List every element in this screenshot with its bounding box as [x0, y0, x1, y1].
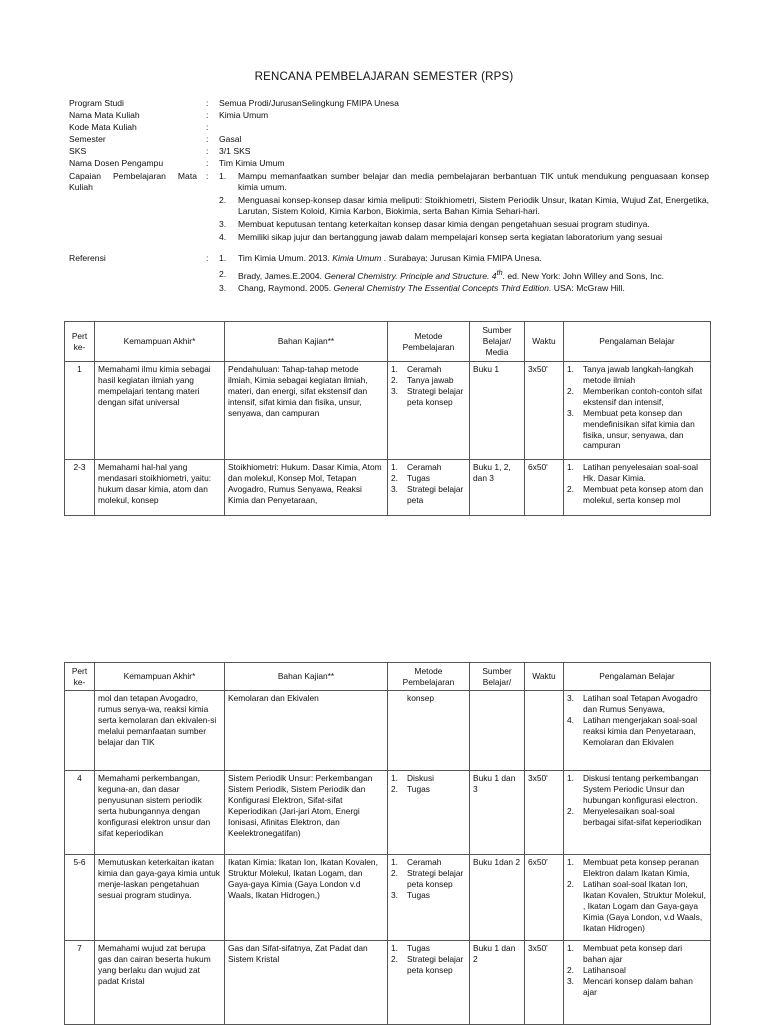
cell-bahan: Ikatan Kimia: Ikatan Ion, Ikatan Kovalen, Struktur Molekul, Ikatan Logam, dan Gaya-gaya Kimia (Gaya London v.d Waals, Ikatan Hidrogen,)	[225, 855, 388, 941]
cell-pert: 5-6	[65, 855, 95, 941]
cell-pengalaman: 1. Membuat peta konsep peranan Elektron dalam Ikatan Kimia, 2. Latihan soal-soal Ikatan Ion, Ikatan Kovalen, Struktur Molekul, , Ikatan Logam dan Gaya-gaya Kimia (Gaya London, v.d Waals, Ikatan Hidrogen)	[564, 855, 711, 941]
cell-metode: konsep	[388, 691, 470, 771]
cell-bahan: Sistem Periodik Unsur: Perkembangan Sistem Periodik, Sistem Periodik dan Konfigurasi Elektron, Sifat-sifat Keperiodikan (Jari-jari Atom, Energi Ionisasi, Afinitas Elektron, dan Keelektronegatifan)	[225, 771, 388, 855]
referensi-item: 1. Tim Kimia Umum. 2013. Kimia Umum . Surabaya: Jurusan Kimia FMIPA Unesa.	[219, 253, 542, 263]
info-value: Semua Prodi/JurusanSelingkung FMIPA Unesa	[219, 98, 399, 108]
info-colon: :	[206, 171, 209, 181]
cell-pert: 4	[65, 771, 95, 855]
cell-pert: 2-3	[65, 460, 95, 516]
cell-metode: 1. Diskusi 2. Tugas	[388, 771, 470, 855]
cell-pengalaman: 1. Membuat peta konsep dari bahan ajar 2. Latihansoal 3. Mencari konsep dalam bahan ajar	[564, 941, 711, 1025]
cell-metode: 1. Ceramah 2. Tanya jawab 3. Strategi belajar peta konsep	[388, 362, 470, 460]
header-metode: Metode Pembelajaran	[388, 663, 470, 691]
table-row	[65, 771, 711, 855]
header-pengalaman: Pengalaman Belajar	[564, 322, 711, 362]
cell-bahan: Stoikhiometri: Hukum. Dasar Kimia, Atom dan molekul, Konsep Mol, Tetapan Avogadro, Rumus Senyawa, Reaksi Kimia dan Penyetaraan,	[225, 460, 388, 516]
header-sumber: Sumber Belajar/	[470, 663, 525, 691]
cpmk-item: 3. Membuat keputusan tentang keterkaitan konsep dasar kimia dengan pengetahuan sesuai program studinya.	[219, 218, 650, 229]
table-row	[65, 362, 711, 460]
cell-sumber: Buku 1, 2, dan 3	[470, 460, 525, 516]
info-colon: :	[206, 146, 209, 156]
cpmk-item: 2. Menguasai konsep-konsep dasar kimia meliputi: Stoikhiometri, Sistem Periodik Unsur, Ikatan Kimia, Wujud Zat, Energetika, Larutan, Sistem Koloid, Kimia Karbon, Biokimia, serta Bahan Kimia Sehari-hari.	[219, 194, 709, 216]
info-label: SKS	[69, 146, 87, 156]
cell-sumber: Buku 1 dan 3	[470, 771, 525, 855]
table-row	[65, 855, 711, 941]
info-colon: :	[206, 122, 209, 132]
page-title: RENCANA PEMBELAJARAN SEMESTER (RPS)	[254, 71, 514, 83]
cell-kemampuan: Memahami hal-hal yang mendasari stoikhiometri, yaitu: hukum dasar kimia, atom dan molekul, konsep	[95, 460, 225, 516]
info-label: Kode Mata Kuliah	[69, 122, 137, 132]
cell-waktu: 3x50'	[525, 362, 564, 460]
header-sumber: Sumber Belajar/ Media	[470, 322, 525, 362]
info-value: Kimia Umum	[219, 110, 269, 120]
cell-sumber: Buku 1dan 2	[470, 855, 525, 941]
table-header-row	[65, 322, 711, 362]
table-row	[65, 460, 711, 516]
cell-metode: 1. Ceramah 2. Strategi belajar peta konsep 3. Tugas	[388, 855, 470, 941]
cell-sumber	[470, 691, 525, 771]
cell-waktu: 6x50'	[525, 460, 564, 516]
cell-pengalaman: 1. Tanya jawab langkah-langkah metode ilmiah 2. Memberikan contoh-contoh sifat ekstensif dan intensif, 3. Membuat peta konsep dan mendefinisikan sifat kimia dan fisika, unsur, senyawa, dan campuran	[564, 362, 711, 460]
header-pert: Pert ke-	[65, 663, 95, 691]
cell-waktu: 6x50'	[525, 855, 564, 941]
cell-pengalaman: 1. Latihan penyelesaian soal-soal Hk. Dasar Kimia. 2. Membuat peta konsep atom dan molekul, serta konsep mol	[564, 460, 711, 516]
referensi-list	[219, 253, 709, 297]
info-label: Capaian Pembelajaran Mata Kuliah	[69, 171, 197, 192]
info-label: Nama Mata Kuliah	[69, 110, 140, 120]
header-waktu: Waktu	[525, 663, 564, 691]
cell-sumber: Buku 1	[470, 362, 525, 460]
info-value: Gasal	[219, 134, 242, 144]
cell-kemampuan: Memahami perkembangan, keguna-an, dan dasar penyusunan sistem periodik serta hubungannya dengan konfigurasi elektron unsur dan sifat keperiodikan	[95, 771, 225, 855]
cell-kemampuan: mol dan tetapan Avogadro, rumus senya-wa, reaksi kimia serta kemolaran dan ekivalen-si melalui pemanfaatan sumber belajar dan TIK	[95, 691, 225, 771]
cell-pert: 1	[65, 362, 95, 460]
info-colon: :	[206, 98, 209, 108]
rps-table-2	[64, 662, 711, 1025]
info-label: Program Studi	[69, 98, 124, 108]
header-metode: Metode Pembelajaran	[388, 322, 470, 362]
cell-pengalaman: 3. Latihan soal Tetapan Avogadro dan Rumus Senyawa, 4. Latihan mengerjakan soal-soal reaksi kimia dan Penyetaraan, Kemolaran dan Ekivalen	[564, 691, 711, 771]
info-label: Referensi	[69, 253, 106, 263]
info-colon: :	[206, 158, 209, 168]
header-pert: Pert ke-	[65, 322, 95, 362]
cell-pert: 7	[65, 941, 95, 1025]
cpmk-item: 1. Mampu memanfaatkan sumber belajar dan media pembelajaran berbantuan TIK untuk mendukung penguasaan konsep kimia umum.	[219, 171, 709, 192]
cell-bahan: Pendahuluan: Tahap-tahap metode ilmiah, Kimia sebagai kegiatan ilmiah, materi, dan energi, sifat ekstensif dan intensif, sifat kimia dan fisika, unsur, senyawa, dan campuran	[225, 362, 388, 460]
referensi-item: 3. Chang, Raymond. 2005. General Chemistry The Essential Concepts Third Edition. USA: McGraw Hill.	[219, 283, 625, 294]
table-row	[65, 691, 711, 771]
cell-waktu: 3x50'	[525, 941, 564, 1025]
info-colon: :	[206, 134, 209, 144]
cell-bahan: Kemolaran dan Ekivalen	[225, 691, 388, 771]
info-label: Nama Dosen Pengampu	[69, 158, 164, 168]
cpmk-item: 4. Memiliki sikap jujur dan bertanggung jawab dalam mempelajari konsep serta kegiatan laboratorium yang sesuai	[219, 232, 663, 243]
cell-bahan: Gas dan Sifat-sifatnya, Zat Padat dan Sistem Kristal	[225, 941, 388, 1025]
rps-table-1	[64, 321, 711, 516]
header-waktu: Waktu	[525, 322, 564, 362]
cell-waktu	[525, 691, 564, 771]
cell-kemampuan: Memahami ilmu kimia sebagai hasil kegiatan ilmiah yang mempelajari tentang materi dengan sifat universal	[95, 362, 225, 460]
referensi-item: 2. Brady, James.E.2004. General Chemistry. Principle and Structure. 4th. ed. New York: John Willey and Sons, Inc.	[219, 268, 665, 281]
cell-metode: 1. Ceramah 2. Tugas 3. Strategi belajar peta	[388, 460, 470, 516]
cell-pert	[65, 691, 95, 771]
info-value: Tim Kimia Umum	[219, 158, 285, 168]
table-row	[65, 941, 711, 1025]
info-colon: :	[206, 253, 209, 263]
info-value: 3/1 SKS	[219, 146, 251, 156]
header-pengalaman: Pengalaman Belajar	[564, 663, 711, 691]
header-kemampuan: Kemampuan Akhir*	[95, 663, 225, 691]
header-kemampuan: Kemampuan Akhir*	[95, 322, 225, 362]
cell-pengalaman: 1. Diskusi tentang perkembangan System Periodic Unsur dan hubungan konfigurasi electron. 2. Menyelesaikan soal-soal berbagai sifat-sifat keperiodikan	[564, 771, 711, 855]
header-bahan: Bahan Kajian**	[225, 322, 388, 362]
header-bahan: Bahan Kajian**	[225, 663, 388, 691]
cell-metode: 1. Tugas 2. Strategi belajar peta konsep	[388, 941, 470, 1025]
table-header-row	[65, 663, 711, 691]
cell-waktu: 3x50'	[525, 771, 564, 855]
info-colon: :	[206, 110, 209, 120]
cell-sumber: Buku 1 dan 2	[470, 941, 525, 1025]
cpmk-list	[219, 171, 709, 245]
cell-kemampuan: Memahami wujud zat berupa gas dan cairan beserta hukum yang berlaku dan wujud zat padat Kristal	[95, 941, 225, 1025]
cell-kemampuan: Memutuskan keterkaitan ikatan kimia dan gaya-gaya kimia untuk menje-laskan pengetahuan sesuai program studinya.	[95, 855, 225, 941]
info-label: Semester	[69, 134, 106, 144]
